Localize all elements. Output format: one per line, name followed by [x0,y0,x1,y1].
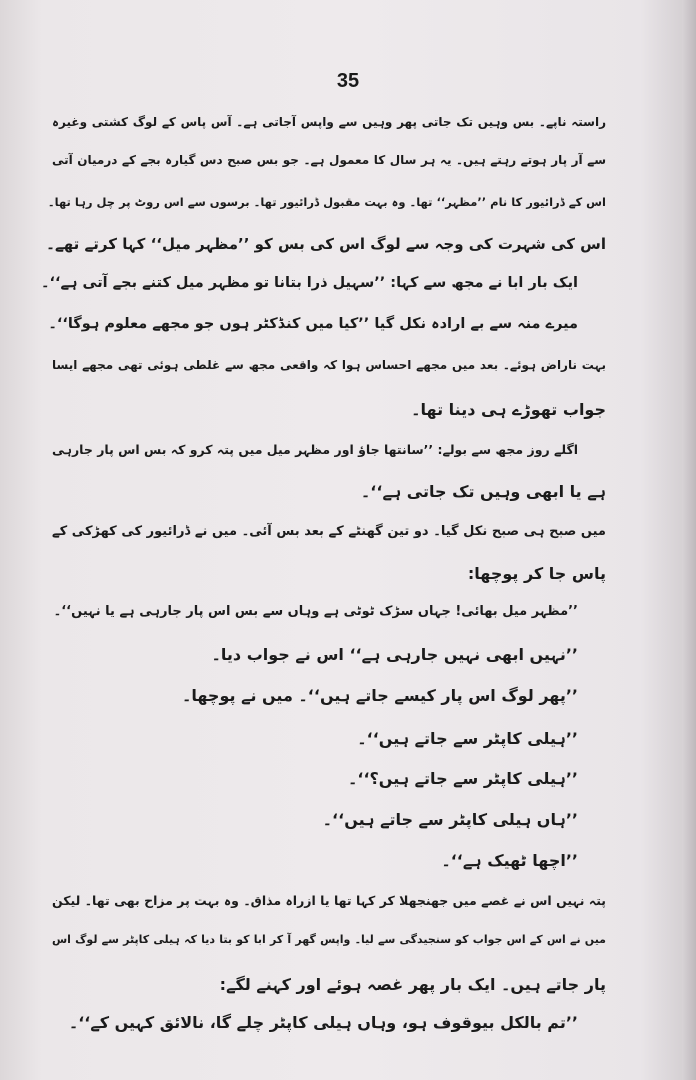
text-line: پتہ نہیں اس نے غصے میں جھنجھلا کر کہا تھا یا ازراہ مذاق۔ وہ بہت پر مزاح بھی تھا۔ لیکن [52,893,606,908]
dialogue-line: ’’پھر لوگ اس پار کیسے جاتے ہیں‘‘۔ میں نے پوچھا۔ [181,686,578,705]
dialogue-line: ’’تم بالکل بیوقوف ہو، وہاں ہیلی کاپٹر چلے گا، نالائق کہیں کے‘‘۔ [68,1013,578,1032]
dialogue-line: ’’نہیں ابھی نہیں جارہی ہے‘‘ اس نے جواب دیا۔ [211,645,578,664]
text-line: میں صبح ہی صبح نکل گیا۔ دو تین گھنٹے کے بعد بس آئی۔ میں نے ڈرائیور کی کھڑکی کے [52,524,606,539]
dialogue-line: ’’ہاں ہیلی کاپٹر سے جاتے ہیں‘‘۔ [322,810,578,829]
dialogue-line: ’’ہیلی کاپٹر سے جاتے ہیں‘‘۔ [357,729,578,748]
page-number: 35 [336,70,360,92]
text-line: سے آر پار ہوتے رہتے ہیں۔ یہ ہر سال کا معمول ہے۔ جو بس صبح دس گیارہ بجے کے درمیان آتی [52,153,606,167]
dialogue-line: ’’ہیلی کاپٹر سے جاتے ہیں؟‘‘۔ [347,769,578,788]
dialogue-line: ’’مظہر میل بھائی! جہاں سڑک ٹوٹی ہے وہاں سے بس اس پار جارہی ہے یا نہیں‘‘۔ [53,604,578,619]
text-line: بہت ناراض ہوئے۔ بعد میں مجھے احساس ہوا کہ واقعی مجھ سے غلطی ہوئی تھی مجھے ایسا [52,358,606,372]
text-line: ایک بار ابا نے مجھ سے کہا: ’’سہیل ذرا بتانا تو مظہر میل کتنے بجے آتی ہے‘‘۔ [40,275,578,291]
text-line: راستہ ناپے۔ بس وہیں تک جاتی پھر وہیں سے واپس آجاتی ہے۔ آس پاس کے لوگ کشتی وغیرہ [52,115,606,129]
text-line: اس کی شہرت کی وجہ سے لوگ اس کی بس کو ’’مظہر میل‘‘ کہا کرتے تھے۔ [46,235,606,253]
text-line: میرے منہ سے بے ارادہ نکل گیا ’’کیا میں کنڈکٹر ہوں جو مجھے معلوم ہوگا‘‘۔ [48,316,578,332]
text-line: میں نے اس کے اس جواب کو سنجیدگی سے لیا۔ واپس گھر آ کر ابا کو بتا دیا کہ ہیلی کاپٹر سے لوگ اس [52,933,606,946]
text-line: ہے یا ابھی وہیں تک جاتی ہے‘‘۔ [360,482,606,501]
text-line: پاس جا کر پوچھا: [467,564,606,583]
text-line: اس کے ڈرائیور کا نام ’’مظہر‘‘ تھا۔ وہ بہت مقبول ڈرائیور تھا۔ برسوں سے اس روٹ پر چل رہا تھا۔ [47,195,606,209]
dialogue-line: ’’اچھا ٹھیک ہے‘‘۔ [441,851,578,870]
text-line: پار جاتے ہیں۔ ایک بار پھر غصہ ہوئے اور کہنے لگے: [219,975,606,994]
text-line: اگلے روز مجھ سے بولے: ’’سانتھا جاؤ اور مظہر میل میں پتہ کرو کہ بس اس پار جارہی [52,442,578,457]
text-line: جواب تھوڑے ہی دینا تھا۔ [411,400,606,419]
